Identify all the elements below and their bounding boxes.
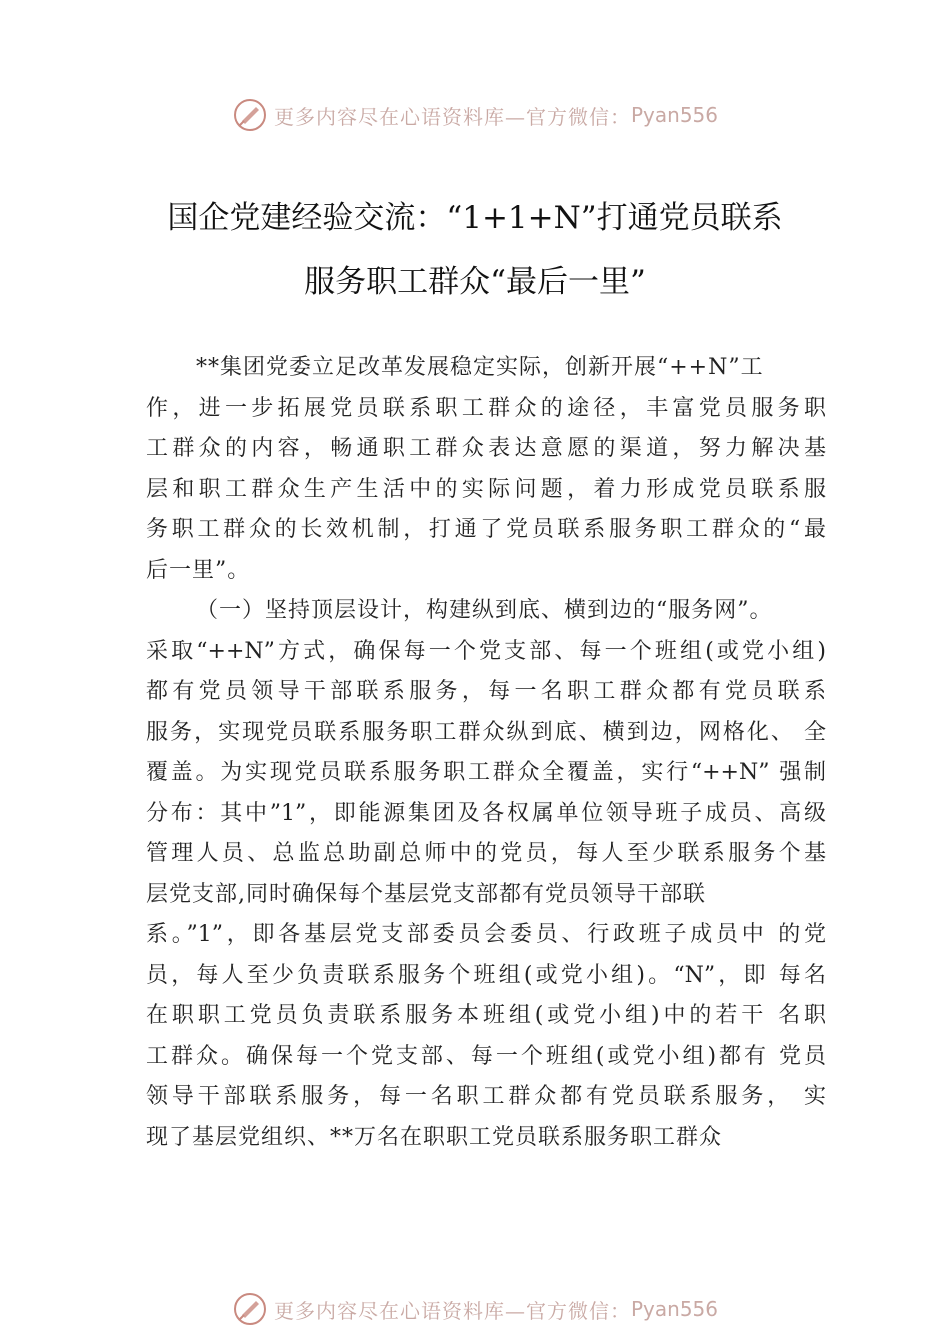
watermark-banner-bottom xyxy=(0,1287,950,1331)
text-line: 员，每人至少负责联系服务个班组(或党小组)。“N”，即 每名 xyxy=(146,962,826,988)
title-line-1: 国企党建经验交流：“1+1+N”打通党员联系 xyxy=(167,200,783,236)
watermark-code: Pyan556 xyxy=(630,1297,718,1321)
text-line: 覆盖。为实现党员联系服务职工群众全覆盖，实行“++N” 强制 xyxy=(146,760,826,785)
watermark-code: Pyan556 xyxy=(630,103,718,127)
watermark-text: 更多内容尽在心语资料库—官方微信： xyxy=(273,1298,631,1323)
text-line: 层党支部,同时确保每个基层党支部都有党员领导干部联 xyxy=(146,881,706,907)
document-body xyxy=(146,348,826,1158)
text-line: 系。”1”，即各基层党支部委员会委员、行政班子成员中 的党 xyxy=(146,922,826,947)
text-line: 服务，实现党员联系服务职工群众纵到底、横到边，网格化、 全 xyxy=(146,719,826,745)
text-line: 管理人员、总监总助副总师中的党员，每人至少联系服务个基 xyxy=(146,841,826,866)
text-line: 工群众的内容，畅通职工群众表达意愿的渠道，努力解决基 xyxy=(146,436,826,461)
text-line: 现了基层党组织、**万名在职职工党员联系服务职工群众 xyxy=(146,1124,723,1150)
document-title xyxy=(120,186,830,314)
text-line: 分布：其中”1”，即能源集团及各权属单位领导班子成员、高级 xyxy=(146,800,826,826)
text-line: 采取“++N”方式，确保每一个党支部、每一个班组(或党小组) xyxy=(146,638,826,664)
text-line: 后一里”。 xyxy=(146,557,251,583)
text-line: 领导干部联系服务，每一名职工群众都有党员联系服务， 实 xyxy=(146,1084,826,1109)
text-line: 工群众。确保每一个党支部、每一个班组(或党小组)都有 党员 xyxy=(146,1043,826,1069)
text-line: 层和职工群众生产生活中的实际问题，着力形成党员联系服 xyxy=(146,476,826,502)
text-line: 务职工群众的长效机制，打通了党员联系服务职工群众的“最 xyxy=(146,517,826,542)
title-line-2: 服务职工群众“最后一里” xyxy=(304,264,646,300)
text-line: 都有党员领导干部联系服务，每一名职工群众都有党员联系 xyxy=(146,679,826,704)
logo-icon xyxy=(232,1291,268,1327)
text-line: **集团党委立足改革发展稳定实际，创新开展“++N”工 xyxy=(196,355,764,380)
text-line: 作，进一步拓展党员联系职工群众的途径，丰富党员服务职 xyxy=(146,395,826,421)
text-line: 在职职工党员负责联系服务本班组(或党小组)中的若干 名职 xyxy=(146,1003,826,1028)
logo-icon xyxy=(232,97,268,133)
watermark-text: 更多内容尽在心语资料库—官方微信： xyxy=(273,104,631,129)
text-line: （一）坚持顶层设计，构建纵到底、横到边的“服务网”。 xyxy=(196,598,773,623)
watermark-banner-top xyxy=(0,93,950,137)
